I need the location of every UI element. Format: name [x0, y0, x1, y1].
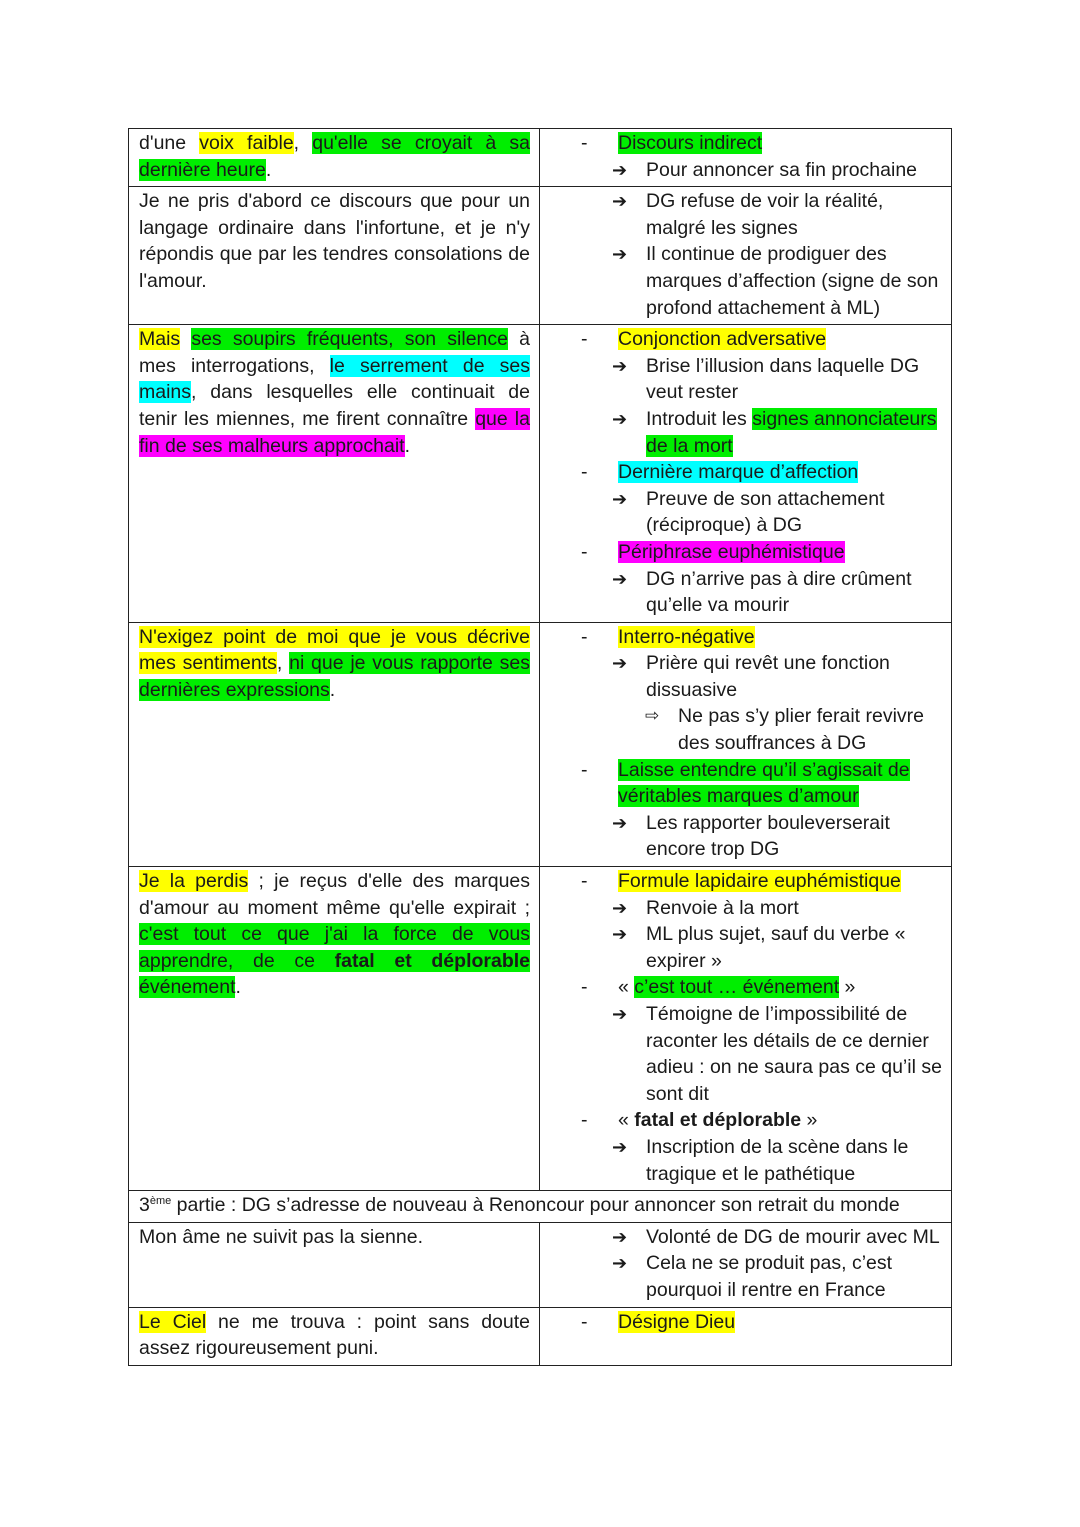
section-heading-cell — [129, 1191, 952, 1223]
text-run: Je ne pris d'abord ce discours que pour un langage ordinaire dans l'infortune, et je n'y répondis que par les tendres consolations de l'amour. — [139, 190, 530, 292]
bullet-text — [646, 1001, 942, 1107]
green-highlight: signes annonciateurs de la mort — [646, 407, 937, 457]
bullet-text — [618, 326, 942, 353]
arrow-bullet-item — [540, 1250, 942, 1303]
bullet-text — [646, 241, 942, 321]
table-row — [129, 622, 952, 866]
quote-cell — [129, 622, 540, 866]
magenta-highlight: que la fin de ses malheurs approchait — [139, 407, 530, 457]
dash-icon: - — [581, 540, 588, 563]
text-run: ML plus sujet, sauf du verbe « expirer » — [646, 923, 906, 972]
text-run: Cela ne se produit pas, c’est pourquoi il rentre en France — [646, 1252, 893, 1301]
text-run: » — [801, 1109, 818, 1132]
text-run: , — [293, 132, 313, 154]
yellow-highlight: Le Ciel — [139, 1310, 207, 1333]
dash-bullet-item — [540, 757, 942, 810]
bullet-text — [646, 566, 942, 619]
text-run: ne me trouva : point sans doute assez rigoureusement puni. — [139, 1310, 531, 1360]
text-run: » — [839, 976, 856, 999]
arrow-bullet-item — [540, 810, 942, 863]
arrow-bullet-item — [540, 1001, 942, 1107]
green-highlight: Discours indirect — [618, 132, 763, 154]
arrow-right-icon: ➔ — [612, 1004, 628, 1024]
text-run: DG n’arrive pas à dire crûment qu’elle va mourir — [646, 567, 912, 617]
analysis-cell — [540, 622, 952, 866]
dash-bullet-item — [540, 868, 942, 895]
quote-cell — [129, 325, 540, 623]
bold-text: fatal et déplorable — [634, 1109, 802, 1132]
bullet-text — [646, 157, 942, 184]
superscript: ème — [149, 1195, 172, 1208]
green-highlight: ni que je vous rapporte ses dernières expressions — [139, 652, 530, 701]
arrow-bullet-item — [540, 895, 942, 922]
green-highlight: c'est tout ce que j'ai la force de vous apprendre, de ce — [139, 923, 530, 972]
text-run: Inscription de la scène dans le tragique et le pathétique — [646, 1135, 909, 1185]
magenta-highlight: Périphrase euphémistique — [618, 540, 845, 563]
bullet-text — [646, 810, 942, 863]
text-run: 3 — [139, 1194, 150, 1217]
arrow-bullet-item — [540, 188, 942, 241]
arrow-bullet-item — [540, 650, 942, 703]
bullet-text — [618, 539, 942, 566]
bullet-text — [646, 650, 942, 703]
analysis-cell — [540, 187, 952, 325]
yellow-highlight: Conjonction adversative — [618, 328, 827, 351]
bullet-text — [618, 624, 942, 651]
arrow-bullet-item — [540, 353, 942, 406]
dash-bullet-item — [540, 1309, 942, 1336]
dash-icon: - — [581, 132, 588, 154]
text-run: Introduit les — [646, 407, 753, 430]
text-run: « — [618, 976, 635, 999]
dash-icon: - — [581, 758, 588, 781]
text-run: . — [404, 434, 410, 457]
text-run: Il continue de prodiguer des marques d’affection (signe de son profond attachement à ML) — [646, 243, 939, 319]
text-run: Ne pas s’y plier ferait revivre des souffrances à DG — [678, 705, 924, 755]
arrow-right-icon: ➔ — [612, 568, 628, 589]
bullet-text — [646, 353, 942, 406]
yellow-highlight: Je la perdis — [139, 870, 249, 893]
dash-icon: - — [581, 328, 588, 351]
table-row — [129, 187, 952, 325]
bullet-text — [646, 921, 942, 974]
text-run: , dans lesquelles elle continuait de tenir les miennes, me firent connaître — [139, 381, 530, 430]
green-highlight: ses soupirs fréquents, son silence — [191, 328, 508, 351]
analysis-cell — [540, 1307, 952, 1365]
analysis-cell — [540, 129, 952, 187]
yellow-highlight: voix faible — [199, 132, 294, 154]
dash-icon: - — [581, 461, 588, 484]
analysis-cell — [540, 1222, 952, 1307]
quote-cell — [129, 1307, 540, 1365]
bullet-text — [646, 406, 942, 459]
analysis-table — [128, 128, 952, 1366]
bullet-text — [646, 895, 942, 922]
text-run: . — [329, 678, 336, 701]
table-row — [129, 1191, 952, 1223]
text-run: Brise l’illusion dans laquelle DG veut rester — [646, 354, 920, 404]
arrow-bullet-item — [540, 921, 942, 974]
yellow-highlight: N'exigez point de moi que je vous décrive mes sentiments — [139, 625, 530, 675]
text-run — [180, 328, 191, 350]
dash-bullet-item — [540, 326, 942, 353]
arrow-bullet-item — [540, 566, 942, 619]
table-row — [129, 1307, 952, 1365]
arrow-right-icon: ➔ — [612, 653, 628, 674]
green-highlight-bold: fatal et déplorable — [334, 949, 531, 972]
text-run: à mes interrogations, — [139, 328, 530, 377]
sub-arrow-bullet-item — [540, 703, 942, 756]
arrow-bullet-item — [540, 1224, 942, 1251]
bullet-text — [618, 130, 942, 157]
table-row — [129, 1222, 952, 1307]
text-run: DG refuse de voir la réalité, malgré les signes — [646, 190, 884, 239]
text-run: Mon âme ne suivit pas la sienne. — [139, 1225, 423, 1248]
green-highlight: qu'elle se croyait à sa dernière heure — [139, 132, 530, 181]
text-run: . — [265, 158, 272, 181]
arrow-right-icon: ➔ — [612, 812, 628, 833]
arrow-right-icon: ➔ — [612, 488, 628, 509]
dash-bullet-item — [540, 624, 942, 651]
arrow-right-icon: ➔ — [612, 924, 628, 945]
arrow-right-icon: ➔ — [612, 408, 628, 429]
text-run: Pour annoncer sa fin prochaine — [646, 158, 918, 181]
bullet-text — [618, 868, 942, 895]
quote-cell — [129, 1222, 540, 1307]
dash-bullet-item — [540, 974, 942, 1001]
bullet-text — [646, 1134, 942, 1187]
dash-icon: - — [581, 625, 588, 648]
quote-cell — [129, 129, 540, 187]
bullet-text — [618, 459, 942, 486]
bullet-text — [618, 757, 942, 810]
quote-cell — [129, 187, 540, 325]
table-row — [129, 867, 952, 1191]
bullet-text — [678, 703, 942, 756]
dash-icon: - — [581, 976, 588, 999]
text-run: Preuve de son attachement (réciproque) à DG — [646, 487, 885, 537]
arrow-right-icon: ➔ — [612, 191, 628, 212]
cyan-highlight: Dernière marque d’affection — [618, 461, 859, 484]
bullet-text — [646, 486, 942, 539]
bullet-text — [646, 1224, 942, 1251]
green-highlight: événement — [139, 976, 236, 999]
analysis-table-body — [129, 129, 952, 1366]
green-highlight: Laisse entendre qu’il s’agissait de véritables marques d’amour — [618, 758, 910, 808]
yellow-highlight: Interro-négative — [618, 625, 755, 648]
dash-icon: - — [581, 1109, 588, 1132]
arrow-right-icon: ➔ — [612, 159, 628, 180]
table-row — [129, 325, 952, 623]
dash-bullet-item — [540, 459, 942, 486]
text-run: « — [618, 1109, 635, 1132]
yellow-highlight: Mais — [139, 328, 181, 351]
green-highlight: c’est tout … événement — [634, 976, 840, 999]
text-run: Témoigne de l’impossibilité de raconter les détails de ce dernier adieu : on ne saura pas ce qu’il se sont dit — [646, 1003, 942, 1105]
dash-icon: - — [581, 1310, 588, 1333]
dash-bullet-item — [540, 539, 942, 566]
dash-bullet-item — [540, 130, 942, 157]
cyan-highlight: le serrement de ses mains — [139, 354, 531, 404]
arrow-right-icon: ➔ — [612, 1253, 628, 1274]
text-run: Renvoie à la mort — [646, 896, 799, 919]
outline-arrow-right-icon: ⇨ — [645, 706, 660, 726]
arrow-right-icon: ➔ — [612, 1226, 628, 1247]
bullet-text — [618, 1107, 942, 1134]
quote-cell — [129, 867, 540, 1191]
analysis-cell — [540, 325, 952, 623]
arrow-bullet-item — [540, 486, 942, 539]
dash-bullet-item — [540, 1107, 942, 1134]
text-run: Volonté de DG de mourir avec ML — [646, 1225, 940, 1248]
arrow-bullet-item — [540, 406, 942, 459]
text-run: partie : DG s’adresse de nouveau à Renoncour pour annoncer son retrait du monde — [171, 1194, 900, 1217]
yellow-highlight: Désigne Dieu — [618, 1310, 736, 1333]
dash-icon: - — [581, 870, 588, 893]
bullet-text — [618, 974, 942, 1001]
text-run: . — [235, 976, 241, 999]
arrow-right-icon: ➔ — [612, 244, 628, 265]
arrow-bullet-item — [540, 157, 942, 184]
text-run: d'une — [139, 132, 200, 154]
arrow-right-icon: ➔ — [612, 897, 628, 918]
yellow-highlight: Formule lapidaire euphémistique — [618, 870, 901, 893]
text-run: Prière qui revêt une fonction dissuasive — [646, 652, 890, 701]
text-run: , — [276, 652, 290, 675]
arrow-bullet-item — [540, 1134, 942, 1187]
bullet-text — [618, 1309, 942, 1336]
arrow-bullet-item — [540, 241, 942, 321]
table-row — [129, 129, 952, 187]
arrow-right-icon: ➔ — [612, 355, 628, 376]
arrow-right-icon: ➔ — [612, 1136, 628, 1157]
bullet-text — [646, 188, 942, 241]
text-run: Les rapporter bouleverserait encore trop DG — [646, 811, 890, 861]
analysis-cell — [540, 867, 952, 1191]
text-run: ; je reçus d'elle des marques d'amour au moment même qu'elle expirait ; — [139, 870, 531, 919]
bullet-text — [646, 1250, 942, 1303]
